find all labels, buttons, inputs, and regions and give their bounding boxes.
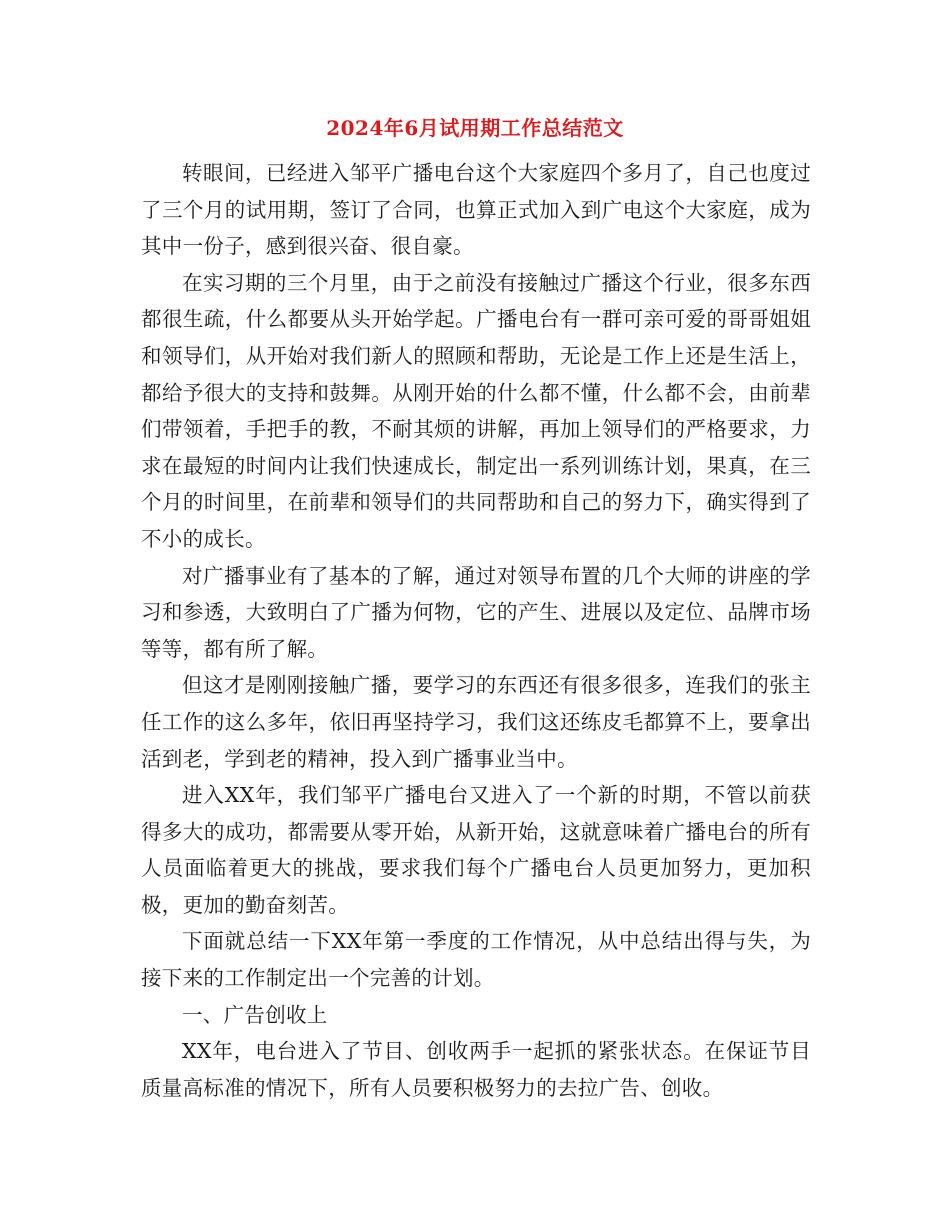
document-title: 2024年6月试用期工作总结范文 bbox=[326, 116, 624, 140]
paragraph-2: 在实习期的三个月里，由于之前没有接触过广播这个行业，很多东西都很生疏，什么都要从头开始学起。广播电台有一群可亲可爱的哥哥姐姐和领导们，从开始对我们新人的照顾和帮助，无论是工作上还是生活上，都给予很大的支持和鼓舞。从刚开始的什么都不懂，什么都不会，由前辈们带领着，手把手的教，不耐其烦的讲解，再加上领导们的严格要求，力求在最短的时间内让我们快速成长，制定出一系列训练计划，果真，在三个月的时间里，在前辈和领导们的共同帮助和自己的努力下，确实得到了不小的成长。 bbox=[141, 270, 811, 551]
paragraph-5: 进入XX年，我们邹平广播电台又进入了一个新的时期，不管以前获得多大的成功，都需要从零开始，从新开始，这就意味着广播电台的所有人员面临着更大的挑战，要求我们每个广播电台人员更加努力，更加积极，更加的勤奋刻苦。 bbox=[141, 783, 811, 917]
document-body bbox=[141, 155, 811, 1106]
paragraph-4: 但这才是刚刚接触广播，要学习的东西还有很多很多，连我们的张主任工作的这么多年，依旧再坚持学习，我们这还练皮毛都算不上，要拿出活到老，学到老的精神，投入到广播事业当中。 bbox=[141, 673, 811, 771]
section-heading-advertising: 一、广告创收上 bbox=[182, 1002, 328, 1027]
paragraph-7: XX年，电台进入了节目、创收两手一起抓的紧张状态。在保证节目质量高标准的情况下，所有人员要积极努力的去拉广告、创收。 bbox=[141, 1039, 811, 1100]
paragraph-6: 下面就总结一下XX年第一季度的工作情况，从中总结出得与失，为接下来的工作制定出一个完善的计划。 bbox=[141, 929, 811, 991]
paragraph-3: 对广播事业有了基本的了解，通过对领导布置的几个大师的讲座的学习和参透，大致明白了广播为何物，它的产生、进展以及定位、品牌市场等等，都有所了解。 bbox=[141, 563, 811, 661]
paragraph-1: 转眼间，已经进入邹平广播电台这个大家庭四个多月了，自己也度过了三个月的试用期，签订了合同，也算正式加入到广电这个大家庭，成为其中一份子，感到很兴奋、很自豪。 bbox=[141, 161, 811, 259]
